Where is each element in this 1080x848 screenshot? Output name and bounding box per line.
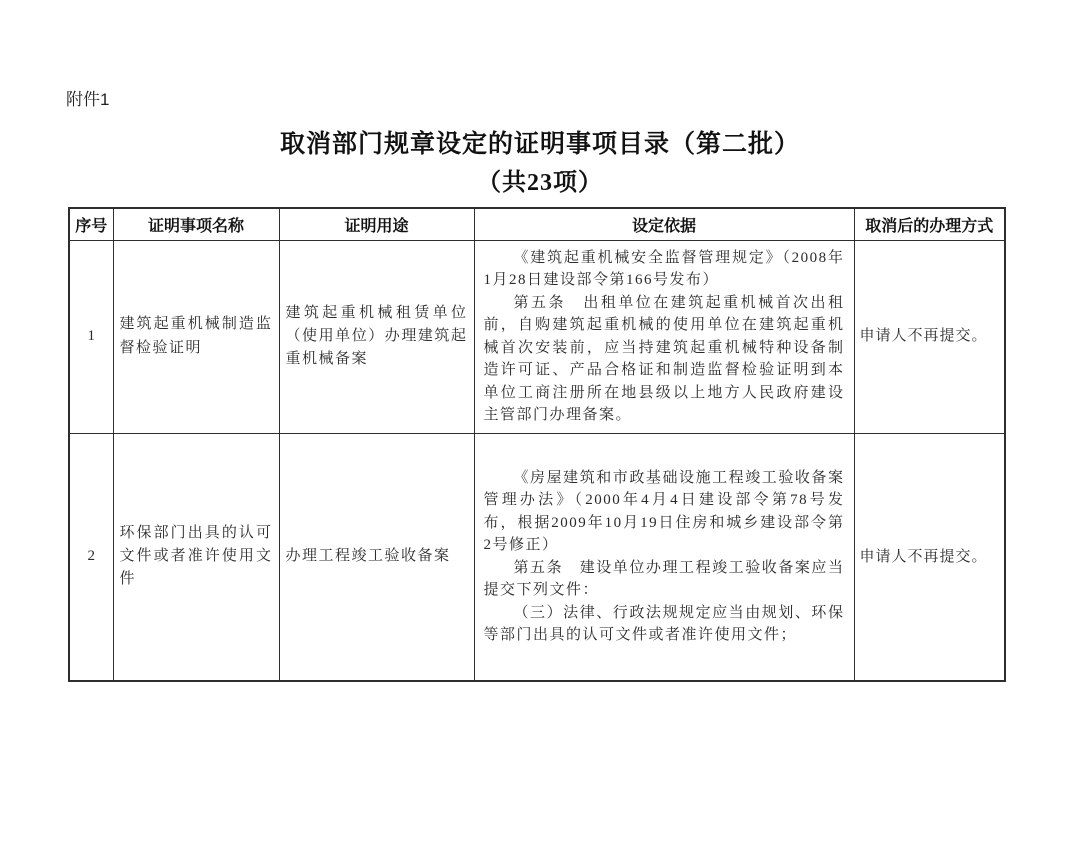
table-row: [69, 433, 1005, 681]
column-header-4: 取消后的办理方式: [854, 208, 1005, 240]
column-header-2: 证明用途: [279, 208, 474, 240]
catalog-table: [68, 207, 1006, 682]
document-page: [0, 85, 1080, 848]
row-seq-cell: 2: [69, 433, 113, 681]
legal-basis-paragraph: 《建筑起重机械安全监督管理规定》（2008年1月28日建设部令第166号发布）: [483, 249, 845, 288]
table-row: [69, 240, 1005, 433]
legal-basis-paragraph: 第五条 出租单位在建筑起重机械首次出租前，自购建筑起重机械的使用单位在建筑起重机械首次安装前，应当持建筑起重机械特种设备制造许可证、产品合格证和制造监督检验证明到本单位工商注册所在地县级以上地方人民政府建设主管部门办理备案。: [483, 294, 845, 423]
column-header-0: 序号: [69, 208, 113, 240]
page-subtitle: （共23项）: [477, 170, 603, 196]
table-header-row: [69, 208, 1005, 240]
table-body: [69, 240, 1005, 681]
table-header: [69, 208, 1005, 240]
column-header-1: 证明事项名称: [113, 208, 279, 240]
attachment-label: 附件1: [66, 90, 110, 109]
after-cancellation-cell: 申请人不再提交。: [854, 240, 1005, 433]
purpose-cell: 办理工程竣工验收备案: [279, 433, 474, 681]
legal-basis-paragraph: 《房屋建筑和市政基础设施工程竣工验收备案管理办法》（2000年4月4日建设部令第78号发布，根据2009年10月19日住房和城乡建设部令第2号修正）: [483, 469, 845, 554]
purpose-cell: 建筑起重机械租赁单位（使用单位）办理建筑起重机械备案: [279, 240, 474, 433]
item-name-cell: 环保部门出具的认可文件或者准许使用文件: [113, 433, 279, 681]
legal-basis-paragraph: 第五条 建设单位办理工程竣工验收备案应当提交下列文件：: [483, 559, 845, 599]
item-name-cell: 建筑起重机械制造监督检验证明: [113, 240, 279, 433]
legal-basis-paragraph: （三）法律、行政法规规定应当由规划、环保等部门出具的认可文件或者准许使用文件；: [483, 604, 845, 644]
legal-basis-cell: [474, 240, 854, 433]
page-title: 取消部门规章设定的证明事项目录（第二批）: [279, 131, 800, 158]
legal-basis-cell: [474, 433, 854, 681]
row-seq-cell: 1: [69, 240, 113, 433]
after-cancellation-cell: 申请人不再提交。: [854, 433, 1005, 681]
column-header-3: 设定依据: [474, 208, 854, 240]
